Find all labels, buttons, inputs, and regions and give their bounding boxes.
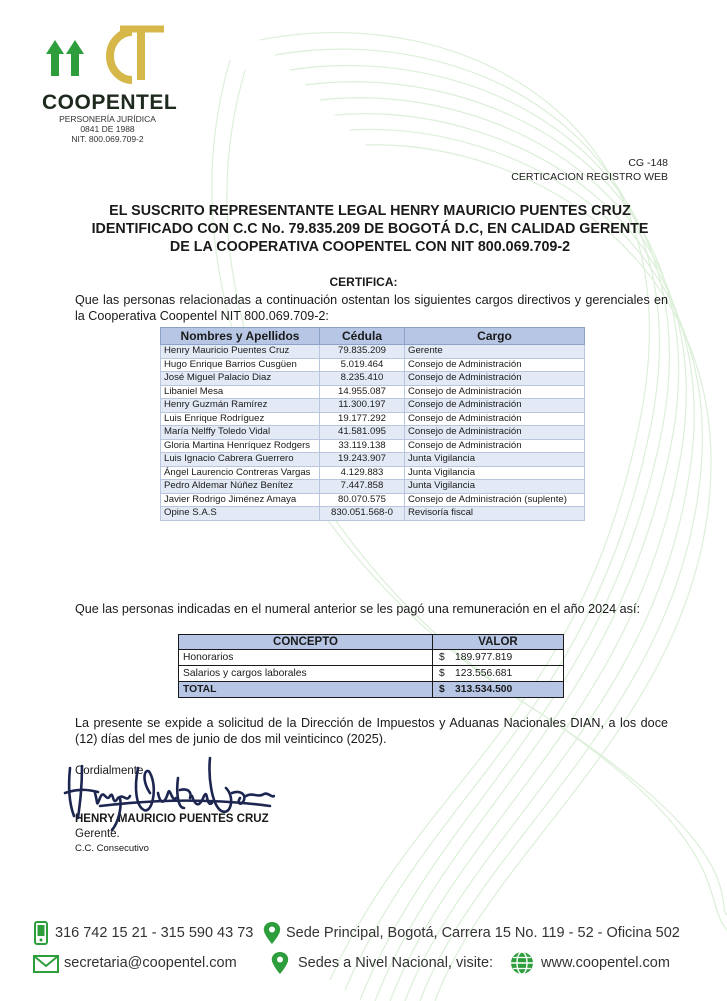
table-header-row xyxy=(179,635,564,650)
table-row xyxy=(161,412,585,426)
logo-wordmark: COOPENTEL xyxy=(42,91,178,114)
table-row xyxy=(179,650,564,666)
person-role: Consejo de Administración xyxy=(405,412,585,426)
person-id: 11.300.197 xyxy=(320,399,405,413)
heading-line: EL SUSCRITO REPRESENTANTE LEGAL HENRY MAURICIO PUENTES CRUZ xyxy=(109,203,631,219)
column-header-name: Nombres y Apellidos xyxy=(161,328,320,345)
person-role: Junta Vigilancia xyxy=(405,453,585,467)
person-name: Henry Guzmán Ramírez xyxy=(161,399,320,413)
concept-cell: Salarios y cargos laborales xyxy=(179,666,433,682)
person-id: 80.070.575 xyxy=(320,493,405,507)
table-row xyxy=(161,493,585,507)
footer-email[interactable]: secretaria@coopentel.com xyxy=(64,955,237,971)
person-name: José Miguel Palacio Diaz xyxy=(161,372,320,386)
location-pin-icon xyxy=(262,920,282,946)
document-heading xyxy=(60,202,680,256)
person-id: 14.955.087 xyxy=(320,385,405,399)
person-role: Junta Vigilancia xyxy=(405,466,585,480)
table-row xyxy=(161,372,585,386)
person-id: 79.835.209 xyxy=(320,345,405,359)
person-name: Javier Rodrigo Jiménez Amaya xyxy=(161,493,320,507)
legal-line: PERSONERÍA JURÍDICA xyxy=(59,114,156,124)
person-id: 830.051.568-0 xyxy=(320,507,405,521)
person-role: Gerente xyxy=(405,345,585,359)
total-amount: 313.534.500 xyxy=(455,684,513,695)
directors-table xyxy=(160,327,585,521)
person-name: Pedro Aldemar Núñez Benítez xyxy=(161,480,320,494)
person-role: Consejo de Administración xyxy=(405,385,585,399)
person-id: 33.119.138 xyxy=(320,439,405,453)
person-id: 41.581.095 xyxy=(320,426,405,440)
email-icon xyxy=(32,954,60,974)
person-role: Revisoría fiscal xyxy=(405,507,585,521)
person-name: Gloria Martina Henríquez Rodgers xyxy=(161,439,320,453)
remuneration-paragraph: Que las personas indicadas en el numeral anterior se les pagó una remuneración en el año 2024 así: xyxy=(75,602,640,616)
green-arrows-icon xyxy=(46,40,84,76)
location-pin-icon xyxy=(270,950,290,976)
value-amount: 189.977.819 xyxy=(455,652,513,663)
person-role: Consejo de Administración xyxy=(405,399,585,413)
column-header-role: Cargo xyxy=(405,328,585,345)
intro-paragraph: Que las personas relacionadas a continuación ostentan los siguientes cargos directivos y gerenciales en la Cooperativa Coopentel NIT 800.069.709-2: xyxy=(75,293,668,323)
person-name: Opine S.A.S xyxy=(161,507,320,521)
closing-paragraph: La presente se expide a solicitud de la Dirección de Impuestos y Aduanas Nacionales DIAN, a los doce (12) días del mes de junio de dos mil veinticinco (2025). xyxy=(75,716,668,746)
table-row xyxy=(161,507,585,521)
certifica-title: CERTIFICA: xyxy=(329,275,398,289)
person-id: 5.019.464 xyxy=(320,358,405,372)
column-header-id: Cédula xyxy=(320,328,405,345)
signer-name: HENRY MAURICIO PUENTES CRUZ xyxy=(75,813,269,825)
footer-address: Sede Principal, Bogotá, Carrera 15 No. 119 - 52 - Oficina 502 xyxy=(286,925,680,941)
table-row xyxy=(179,666,564,682)
currency-symbol: $ xyxy=(439,652,445,663)
person-name: Ángel Laurencio Contreras Vargas xyxy=(161,466,320,480)
person-id: 19.177.292 xyxy=(320,412,405,426)
person-role: Consejo de Administración (suplente) xyxy=(405,493,585,507)
person-name: Libaniel Mesa xyxy=(161,385,320,399)
logo-legal-info xyxy=(30,114,185,144)
person-role: Consejo de Administración xyxy=(405,372,585,386)
cc-note: C.C. Consecutivo xyxy=(75,843,149,854)
heading-line: IDENTIFICADO CON C.C No. 79.835.209 DE BOGOTÁ D.C, EN CALIDAD GERENTE xyxy=(91,221,649,237)
person-name: Henry Mauricio Puentes Cruz xyxy=(161,345,320,359)
currency-symbol: $ xyxy=(439,668,445,679)
total-value-cell xyxy=(433,682,564,698)
total-label: TOTAL xyxy=(179,682,433,698)
column-header-concept: CONCEPTO xyxy=(179,635,433,650)
person-name: María Nelffy Toledo Vidal xyxy=(161,426,320,440)
handwritten-signature xyxy=(60,748,275,833)
remuneration-table xyxy=(178,634,564,698)
table-row xyxy=(161,345,585,359)
person-role: Consejo de Administración xyxy=(405,439,585,453)
table-row xyxy=(161,453,585,467)
legal-line: 0841 DE 1988 xyxy=(80,124,135,134)
table-row xyxy=(161,426,585,440)
person-name: Luis Ignacio Cabrera Guerrero xyxy=(161,453,320,467)
person-id: 4.129.883 xyxy=(320,466,405,480)
heading-line: DE LA COOPERATIVA COOPENTEL CON NIT 800.069.709-2 xyxy=(169,239,571,255)
table-header-row xyxy=(161,328,585,345)
person-id: 7.447.858 xyxy=(320,480,405,494)
table-row xyxy=(161,466,585,480)
concept-cell: Honorarios xyxy=(179,650,433,666)
person-role: Consejo de Administración xyxy=(405,426,585,440)
total-row xyxy=(179,682,564,698)
table-row xyxy=(161,358,585,372)
footer-branches: Sedes a Nivel Nacional, visite: xyxy=(298,955,494,971)
mobile-phone-icon xyxy=(30,920,52,948)
column-header-value: VALOR xyxy=(433,635,564,650)
reference-type: CERTICACION REGISTRO WEB xyxy=(511,171,668,183)
value-cell xyxy=(433,666,564,682)
signer-role: Gerente. xyxy=(75,828,120,840)
table-row xyxy=(161,399,585,413)
table-row xyxy=(161,385,585,399)
gold-ct-monogram xyxy=(110,29,164,80)
currency-symbol: $ xyxy=(439,684,445,695)
table-row xyxy=(161,439,585,453)
reference-code: CG -148 xyxy=(628,157,668,169)
value-cell xyxy=(433,650,564,666)
person-id: 19.243.907 xyxy=(320,453,405,467)
person-name: Luis Enrique Rodríguez xyxy=(161,412,320,426)
greeting: Cordialmente, xyxy=(75,765,147,777)
value-amount: 123.556.681 xyxy=(455,668,513,679)
globe-icon xyxy=(509,950,535,976)
legal-line: NIT. 800.069.709-2 xyxy=(71,134,144,144)
person-id: 8.235.410 xyxy=(320,372,405,386)
footer-website[interactable]: www.coopentel.com xyxy=(541,955,670,971)
person-role: Consejo de Administración xyxy=(405,358,585,372)
document-reference xyxy=(511,156,668,184)
person-role: Junta Vigilancia xyxy=(405,480,585,494)
person-name: Hugo Enrique Barrios Cusgüen xyxy=(161,358,320,372)
footer-phones: 316 742 15 21 - 315 590 43 73 xyxy=(55,925,254,941)
table-row xyxy=(161,480,585,494)
